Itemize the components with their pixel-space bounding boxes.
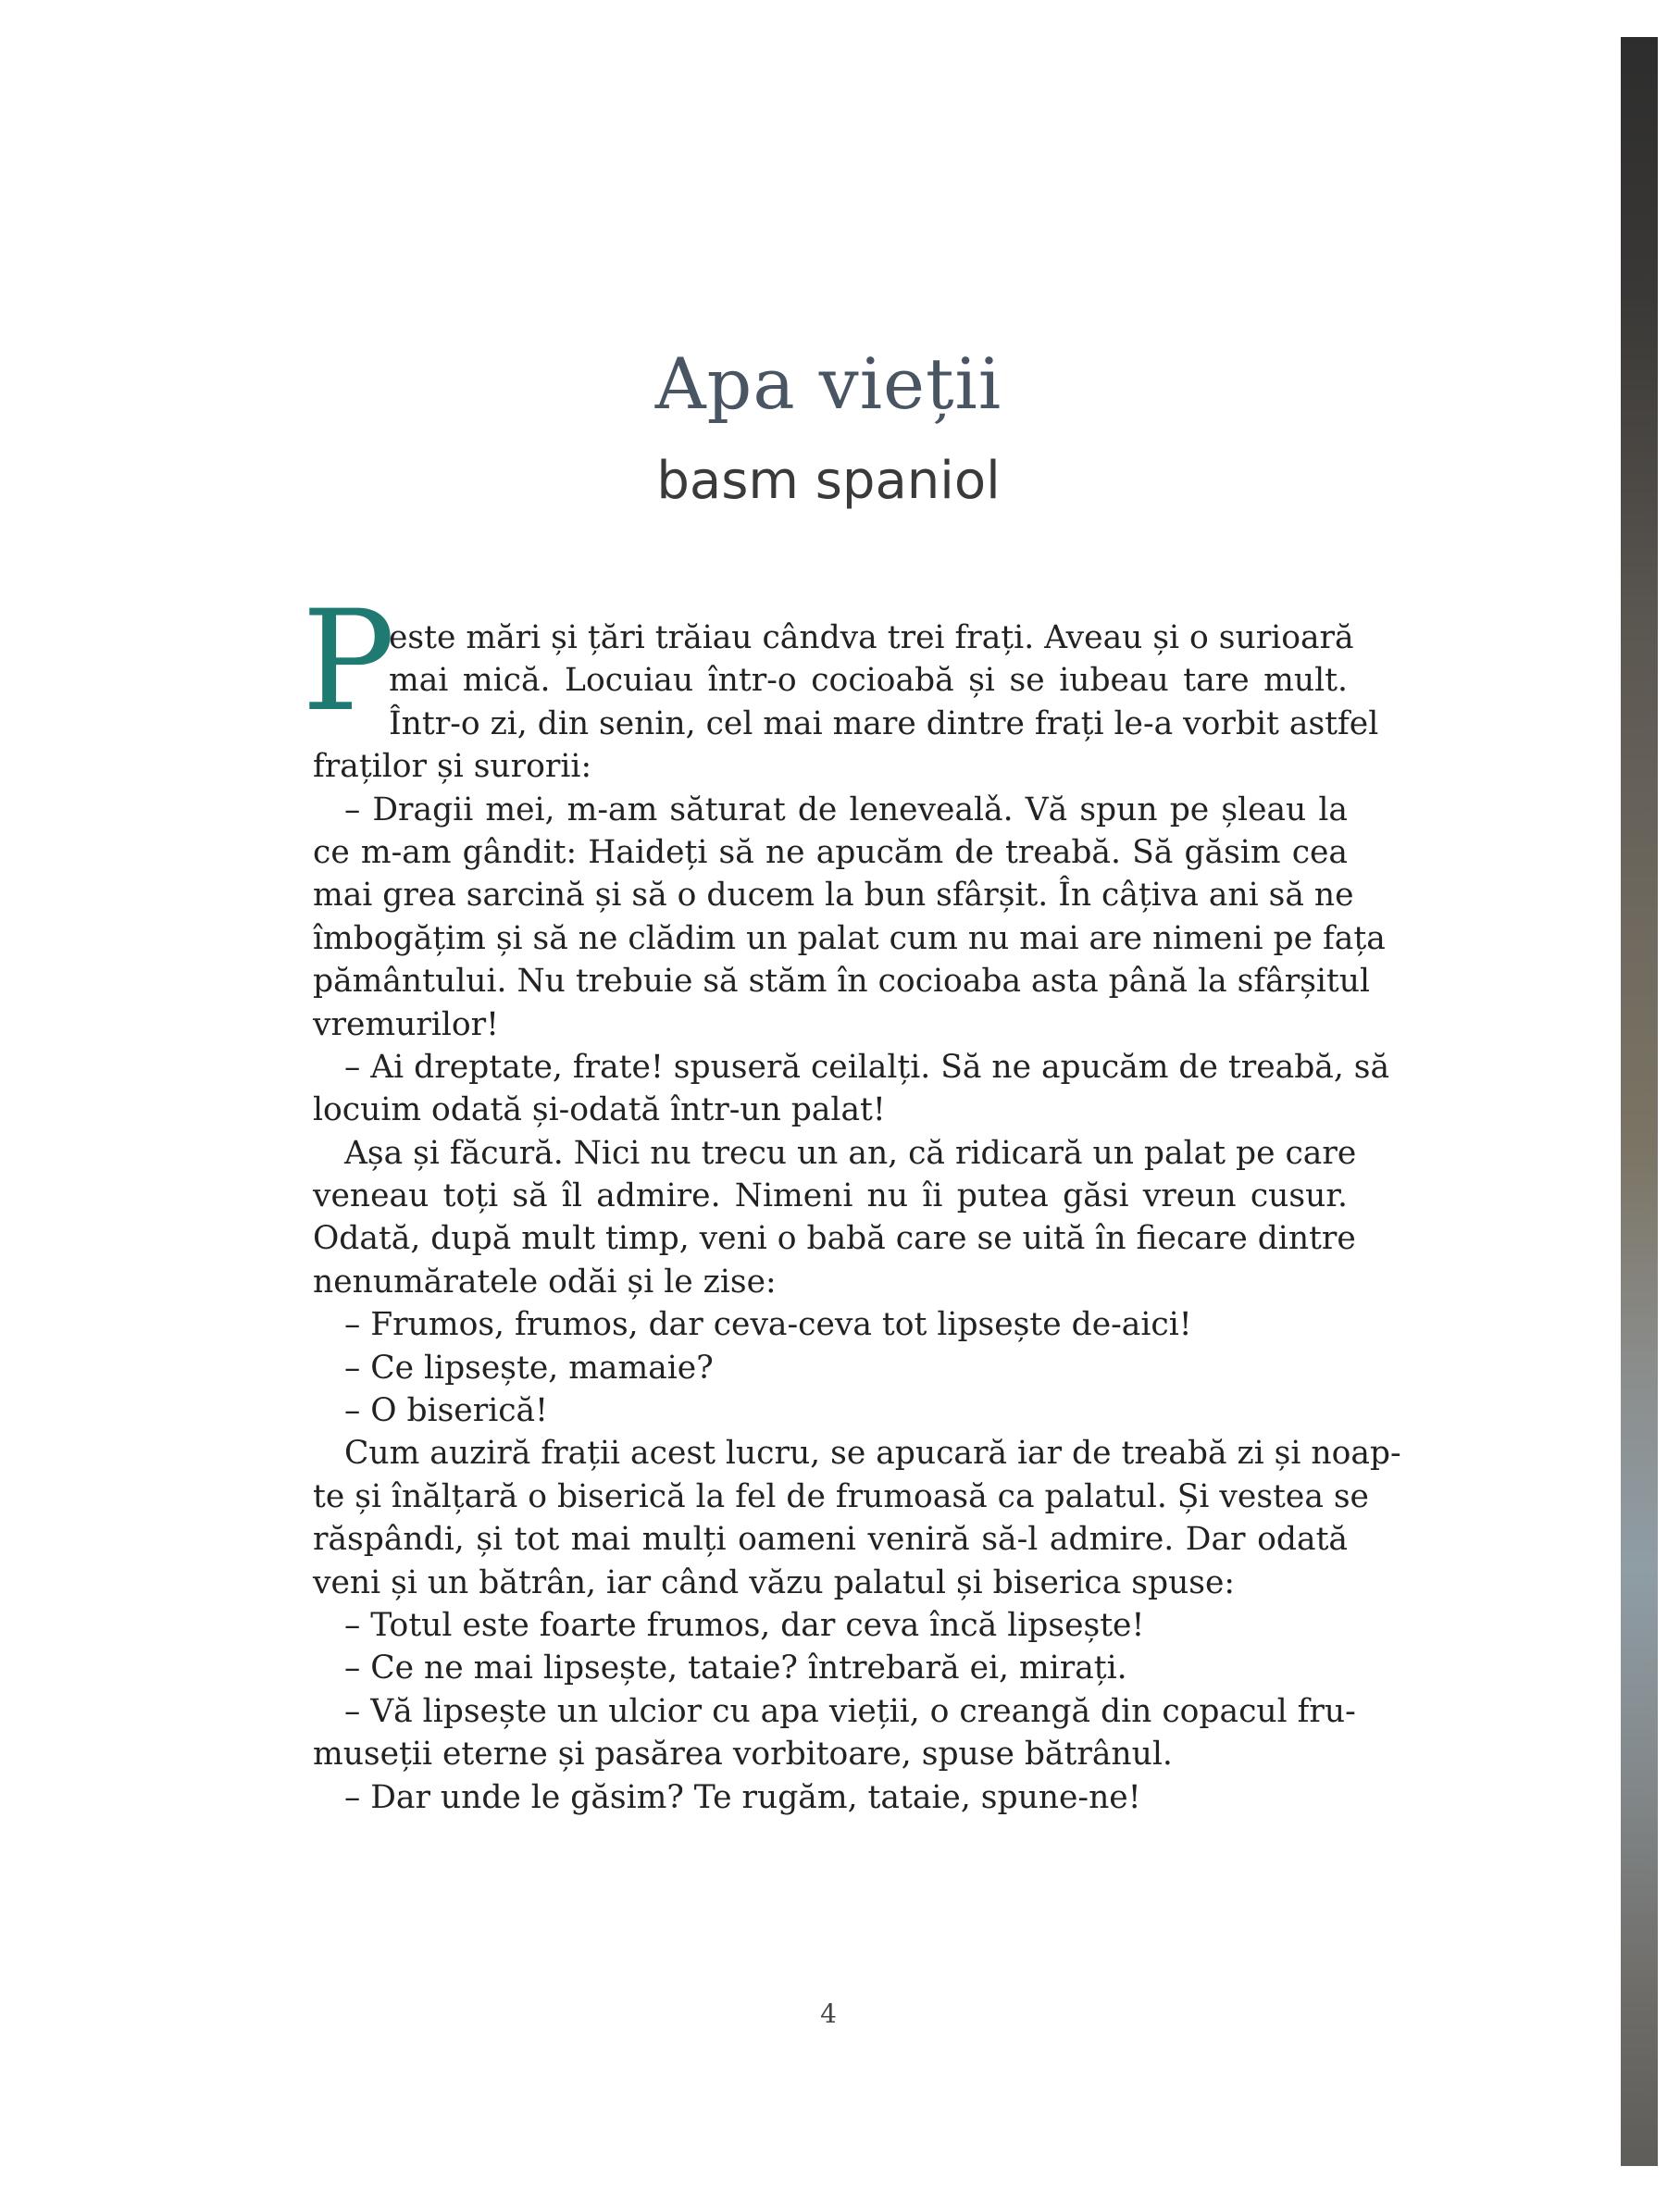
text-line: ce m-am gândit: Haideți să ne apucăm de treabă. Să găsim cea (313, 833, 1348, 871)
text-line: – Frumos, frumos, dar ceva-ceva tot lipsește de-aici! (344, 1306, 1192, 1344)
text-line: Așa și făcură. Nici nu trecu un an, că ridicară un palat pe care (344, 1134, 1357, 1172)
drop-cap: P (302, 581, 395, 742)
text-line: – Ce lipsește, mamaie? (344, 1349, 714, 1387)
text-line: museții eterne și pasărea vorbitoare, spuse bătrânul. (313, 1736, 1173, 1774)
text-line: Într-o zi, din senin, cel mai mare dintre frați le-a vorbit astfel (389, 704, 1379, 742)
text-line: locuim odată și-odată într-un palat! (313, 1091, 886, 1129)
page-number: 4 (820, 1998, 837, 2029)
text-line: veni și un bătrân, iar când văzu palatul și biserica spuse: (313, 1563, 1236, 1601)
story-text (313, 616, 1401, 1819)
text-line: – Totul este foarte frumos, dar ceva încă lipsește! (344, 1606, 1145, 1644)
text-line: veneau toți să îl admire. Nimeni nu îi putea găsi vreun cusur. (313, 1177, 1348, 1215)
text-line: nenumăratele odăi și le zise: (313, 1263, 777, 1301)
text-line: – Dar unde le găsim? Te rugăm, tataie, spune-ne! (344, 1778, 1141, 1816)
text-line: – Dragii mei, m-am săturat de lenevealǎ. Vă spun pe șleau la (344, 791, 1348, 828)
text-line: – Vă lipsește un ulcior cu apa vieții, o creangă din copacul fru- (344, 1692, 1356, 1730)
text-line: mai grea sarcină și să o ducem la bun sfârșit. În câțiva ani să ne (313, 877, 1354, 915)
story-title: Apa vieții (654, 342, 1002, 425)
text-line: – Ce ne mai lipsește, tataie? întrebară ei, mirați. (344, 1649, 1127, 1687)
text-line: – O biserică! (344, 1392, 548, 1430)
text-line: îmbogățim și să ne clădim un palat cum nu mai are nimeni pe fața (313, 919, 1386, 957)
text-line: vremurilor! (313, 1005, 500, 1043)
text-line: Odată, după mult timp, veni o babă care se uită în fiecare dintre (313, 1220, 1356, 1258)
text-line: pământului. Nu trebuie să stăm în cocioaba asta până la sfârșitul (313, 963, 1371, 1001)
text-line: mai mică. Locuiau într-o cocioabă și se iubeau tare mult. (389, 662, 1348, 700)
text-line: fraților și surorii: (313, 748, 592, 786)
text-line: te și înălțară o biserică la fel de frumoasă ca palatul. Și vestea se (313, 1477, 1369, 1515)
text-line: – Ai dreptate, frate! spuseră ceilalți. Să ne apucăm de treabă, să (344, 1048, 1390, 1086)
text-line: este mări și țări trăiau cândva trei frați. Aveau și o surioară (389, 619, 1354, 656)
text-line: răspândi, și tot mai mulți oameni veniră să-l admire. Dar odată (313, 1521, 1348, 1559)
text-line: Cum auziră frații acest lucru, se apucară iar de treabă zi și noap- (344, 1435, 1401, 1473)
story-subtitle: basm spaniol (656, 451, 1001, 511)
